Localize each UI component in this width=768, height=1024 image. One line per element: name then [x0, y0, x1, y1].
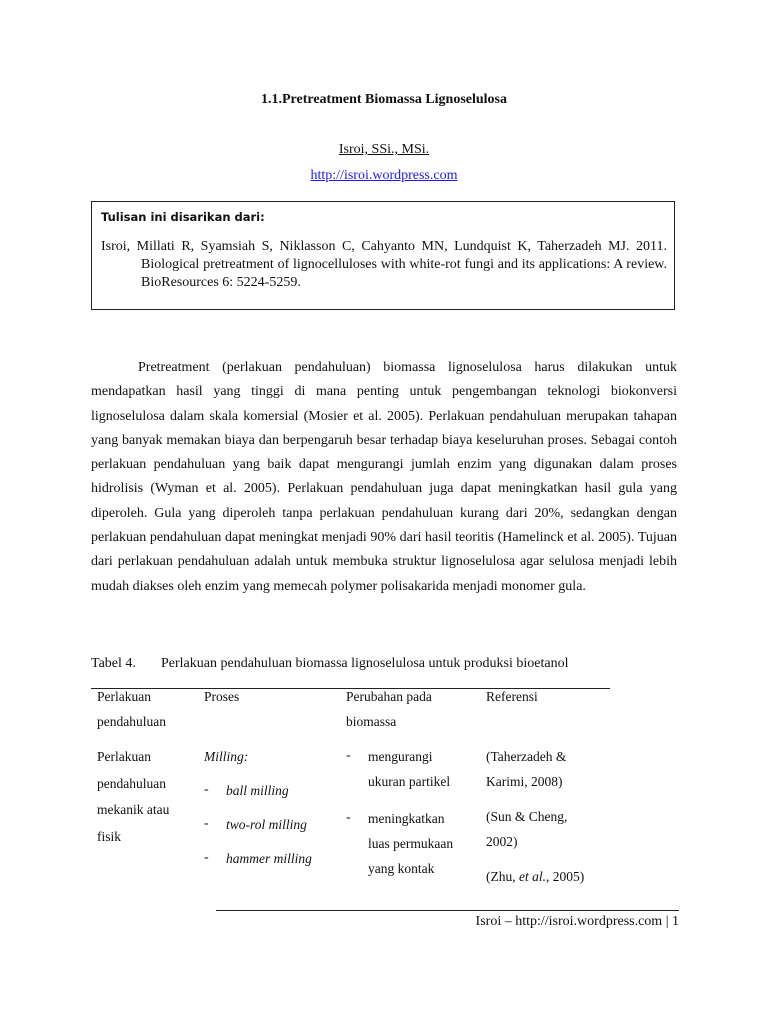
- table-caption-text: Perlakuan pendahuluan biomassa lignoselulosa untuk produksi bioetanol: [161, 656, 569, 671]
- table-process-item: ball milling: [226, 783, 289, 798]
- table-change-item: meningkatkan luas permukaan yang kontak: [368, 811, 454, 876]
- body-paragraph: Pretreatment (perlakuan pendahuluan) biomassa lignoselulosa harus dilakukan untuk mendapatkan hasil yang tinggi di mana penting untuk pengembangan teknologi biokonversi lignoselulosa dalam skala komersial (Mosier et al. 2005). Perlakuan pendahuluan merupakan tahapan yang banyak memakan biaya dan berpengaruh besar terhadap biaya keseluruhan proses. Sebagai contoh perlakuan pendahuluan yang baik dapat mengurangi jumlah enzim yang digunakan dalam proses hidrolisis (Wyman et al. 2005). Perlakuan pendahuluan juga dapat meningkatkan hasil gula yang diperoleh. Gula yang diperoleh tanpa perlakuan pendahuluan kurang dari 20%, sedangkan dengan perlakuan pendahuluan dapat meningkat menjadi 90% dari hasil teoritis (Hamelinck et al. 2005). Tujuan dari perlakuan pendahuluan adalah untuk membuka struktur lignoselulosa agar selulosa menjadi lebih mudah diakses oleh enzim yang memecah polymer polisakarida menjadi monomer gula.: [91, 360, 677, 594]
- page-footer: Isroi – http://isroi.wordpress.com | 1: [475, 914, 679, 929]
- table-change-bullet: -: [346, 748, 351, 763]
- ref3-italic: et al.: [519, 869, 546, 884]
- table-process-item: two-rol milling: [226, 817, 307, 832]
- table-cell-treatment: Perlakuan pendahuluan mekanik atau fisik: [97, 749, 170, 844]
- author-url-link[interactable]: http://isroi.wordpress.com: [310, 168, 458, 183]
- table-process-bullet: -: [204, 850, 209, 865]
- table-reference: (Sun & Cheng, 2002): [486, 809, 568, 849]
- table-change-item: mengurangi ukuran partikel: [368, 749, 451, 789]
- footer-rule: [216, 910, 679, 911]
- table-reference: [486, 864, 616, 889]
- table-header-references: Referensi: [486, 689, 538, 704]
- table-process-item: hammer milling: [226, 851, 312, 866]
- ref3-suffix: , 2005): [546, 869, 585, 884]
- author-name: Isroi, SSi., MSi.: [338, 142, 430, 157]
- ref3-prefix: (Zhu,: [486, 869, 519, 884]
- table-change-bullet: -: [346, 810, 351, 825]
- table-process-bullet: -: [204, 816, 209, 831]
- table-caption-number: Tabel 4.: [91, 656, 136, 671]
- table-caption: [91, 656, 677, 672]
- citation-box-label: Tulisan ini disarikan dari:: [101, 210, 265, 224]
- table-header-treatment: Perlakuan pendahuluan: [97, 689, 166, 729]
- table-reference: (Taherzadeh & Karimi, 2008): [486, 749, 567, 789]
- table-header-changes: Perubahan pada biomassa: [346, 689, 432, 729]
- citation-box: [91, 201, 675, 310]
- table-cell-process-title: Milling:: [204, 749, 249, 764]
- citation-text: Isroi, Millati R, Syamsiah S, Niklasson C, Cahyanto MN, Lundquist K, Taherzadeh MJ. 2011. Biological pretreatment of lignocelluloses with white-rot fungi and its applications: A review. BioResources 6: 5224-5259.: [101, 239, 667, 290]
- table-process-bullet: -: [204, 782, 209, 797]
- document-title: 1.1.Pretreatment Biomassa Lignoselulosa: [260, 92, 508, 107]
- table-header-process: Proses: [204, 689, 240, 704]
